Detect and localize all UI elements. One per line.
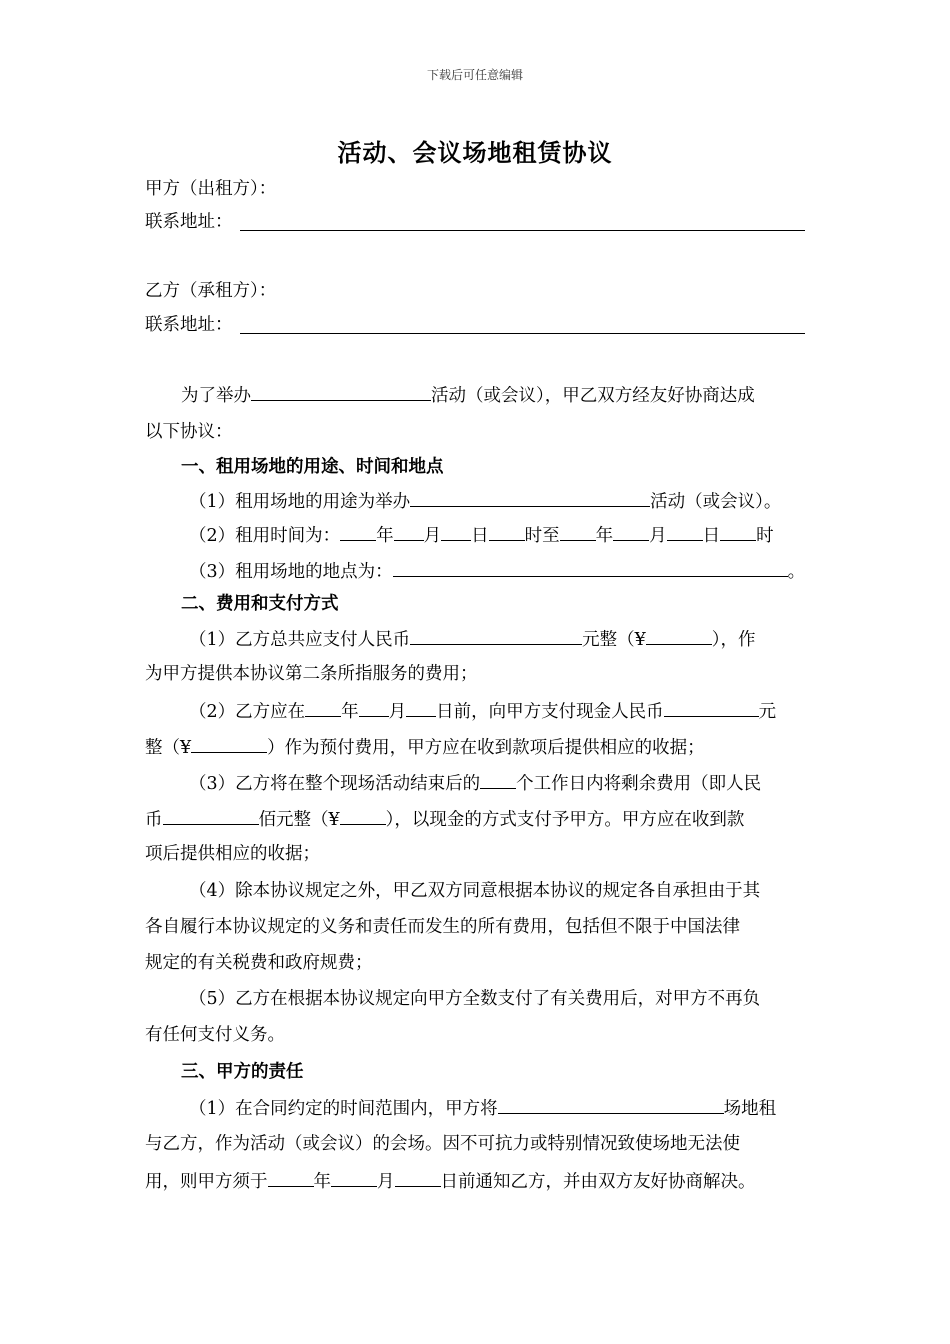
- notice-year-blank[interactable]: [268, 1169, 314, 1187]
- section3-item1-text-a: （1）在合同约定的时间范围内，甲方将: [189, 1099, 498, 1119]
- section1-item1-text-b: 活动（或会议）。: [650, 492, 782, 512]
- section2-item3-text-d: 佰元整（¥: [258, 810, 340, 830]
- header-note: 下载后可任意编辑: [426, 68, 523, 82]
- unit-day: 日: [702, 526, 721, 546]
- end-month-blank[interactable]: [613, 523, 649, 541]
- prepay-day-blank[interactable]: [406, 699, 436, 717]
- section2-item3-line1: [189, 771, 761, 795]
- prepay-month-blank[interactable]: [359, 699, 389, 717]
- section2-item1-text-c: ），作: [711, 630, 756, 650]
- section2-item3-text-e: ），以现金的方式支付予甲方。甲方应在收到款: [385, 810, 745, 830]
- unit-hour-to: 时至: [524, 526, 560, 546]
- notice-month-blank[interactable]: [331, 1169, 377, 1187]
- party-a-address-blank[interactable]: [240, 229, 805, 231]
- balance-amount-blank[interactable]: [163, 807, 259, 825]
- section1-item2: [189, 523, 774, 547]
- prepay-year-blank[interactable]: [305, 699, 341, 717]
- party-b-label: 乙方（承租方）：: [145, 281, 277, 301]
- venue-blank[interactable]: [498, 1096, 724, 1114]
- unit-month: 月: [423, 526, 442, 546]
- section3-item1-text-d: 用，则甲方须于: [145, 1172, 268, 1192]
- rent-time-label: （2）租用时间为：: [189, 526, 341, 546]
- section2-item4-line2: 各自履行本协议规定的义务和责任而发生的所有费用，包括但不限于中国法律: [145, 917, 740, 937]
- section1-heading: 一、租用场地的用途、时间和地点: [181, 457, 444, 477]
- section2-item4-line3: 规定的有关税费和政府规费；: [145, 953, 373, 973]
- section2-item2-text-f: 整（¥: [145, 738, 192, 758]
- section3-item1-text-g: 日前通知乙方，并由双方友好协商解决。: [440, 1172, 756, 1192]
- section2-item4-line1: （4）除本协议规定之外，甲乙双方同意根据本协议的规定各自承担由于其: [189, 881, 761, 901]
- end-day-blank[interactable]: [667, 523, 703, 541]
- start-day-blank[interactable]: [441, 523, 471, 541]
- start-year-blank[interactable]: [340, 523, 376, 541]
- intro-text-b: 活动（或会议），甲乙双方经友好协商达成: [431, 386, 755, 406]
- section2-item3-text-b: 个工作日内将剩余费用（即人民: [516, 774, 762, 794]
- section2-item2-line1: [189, 699, 776, 723]
- workdays-blank[interactable]: [480, 771, 516, 789]
- section1-item3: [189, 559, 805, 583]
- party-b-address-label: 联系地址：: [145, 315, 233, 335]
- section2-item3-text-c: 币: [145, 810, 163, 830]
- section2-heading: 二、费用和支付方式: [181, 594, 339, 614]
- section2-item1-text-b: 元整（¥: [582, 630, 646, 650]
- unit-year: 年: [313, 1172, 331, 1192]
- section3-item1-line1: [189, 1096, 776, 1120]
- section2-item5-line1: （5）乙方在根据本协议规定向甲方全数支付了有关费用后，对甲方不再负: [189, 989, 761, 1009]
- document-title: 活动、会议场地租赁协议: [337, 138, 613, 167]
- intro-line-1: [181, 383, 755, 407]
- section2-item1-line2: 为甲方提供本协议第二条所指服务的费用；: [145, 664, 478, 684]
- notice-day-blank[interactable]: [395, 1169, 441, 1187]
- unit-year: 年: [341, 702, 359, 722]
- start-month-blank[interactable]: [394, 523, 424, 541]
- unit-hour: 时: [756, 526, 774, 546]
- section2-item2-line2: [145, 735, 705, 759]
- unit-day: 日: [471, 526, 489, 546]
- end-hour-blank[interactable]: [720, 523, 756, 541]
- section2-item2-text-a: （2）乙方应在: [189, 702, 306, 722]
- party-b-address-blank[interactable]: [240, 332, 805, 334]
- section2-item3-line2: [145, 807, 744, 831]
- unit-month: 月: [649, 526, 667, 546]
- section2-item5-line2: 有任何支付义务。: [145, 1025, 285, 1045]
- section2-item1-text-a: （1）乙方总共应支付人民币: [189, 630, 411, 650]
- location-blank[interactable]: [393, 559, 788, 577]
- section2-item3-text-a: （3）乙方将在整个现场活动结束后的: [189, 774, 481, 794]
- event-name-blank[interactable]: [251, 383, 431, 401]
- section2-item2-text-g: ）作为预付费用，甲方应在收到款项后提供相应的收据；: [267, 738, 705, 758]
- prepay-amount-blank[interactable]: [664, 699, 759, 717]
- section3-item1-line3: [145, 1169, 756, 1193]
- end-year-blank[interactable]: [560, 523, 596, 541]
- intro-line-2: 以下协议：: [145, 422, 233, 442]
- total-amount-yen-blank[interactable]: [646, 627, 712, 645]
- section2-item3-line3: 项后提供相应的收据；: [145, 844, 320, 864]
- section1-item1-text-a: （1）租用场地的用途为举办: [189, 492, 411, 512]
- section3-heading: 三、甲方的责任: [181, 1062, 304, 1082]
- party-a-label: 甲方（出租方）：: [145, 179, 277, 199]
- party-a-address-label: 联系地址：: [145, 212, 233, 232]
- prepay-yen-blank[interactable]: [191, 735, 267, 753]
- period: 。: [787, 562, 806, 582]
- section1-item3-text: （3）租用场地的地点为：: [189, 562, 393, 582]
- section2-item2-text-d: 日前，向甲方支付现金人民币: [436, 702, 664, 722]
- unit-year: 年: [376, 526, 394, 546]
- section2-item1-line1: [189, 627, 756, 651]
- unit-year: 年: [595, 526, 614, 546]
- unit-month: 月: [388, 702, 407, 722]
- start-hour-blank[interactable]: [489, 523, 525, 541]
- usage-blank[interactable]: [410, 489, 650, 507]
- unit-yuan: 元: [758, 702, 777, 722]
- unit-month: 月: [377, 1172, 395, 1192]
- balance-yen-blank[interactable]: [340, 807, 386, 825]
- section3-item1-line2: 与乙方，作为活动（或会议）的会场。因不可抗力或特别情况致使场地无法使: [145, 1134, 740, 1154]
- total-amount-blank[interactable]: [410, 627, 582, 645]
- section1-item1: [189, 489, 781, 513]
- section3-item1-text-b: 场地租: [723, 1099, 777, 1119]
- intro-text-a: 为了举办: [181, 386, 251, 406]
